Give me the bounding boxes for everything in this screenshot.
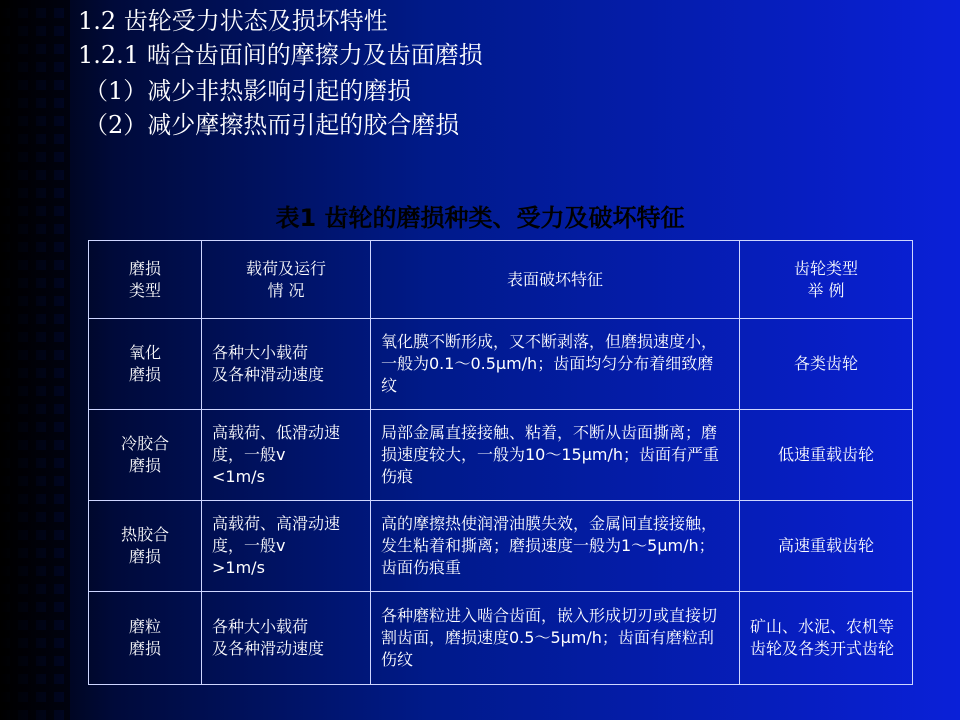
cell-load: 高载荷、高滑动速度，一般v >1m/s (202, 501, 371, 592)
point-1: （1）减少非热影响引起的磨损 (84, 77, 412, 105)
section-heading-1-2: 1.2 齿轮受力状态及损坏特性 (78, 7, 388, 35)
cell-examples: 矿山、水泥、农机等齿轮及各类开式齿轮 (740, 592, 913, 685)
cell-features: 局部金属直接接触、粘着，不断从齿面撕离；磨损速度较大，一般为10～15μm/h；齿面有严重伤痕 (371, 410, 740, 501)
header-cell-load: 载荷及运行 情 况 (202, 241, 371, 319)
table-row (89, 319, 913, 410)
cell-wear-type: 磨粒 磨损 (89, 592, 202, 685)
cell-wear-type: 冷胶合 磨损 (89, 410, 202, 501)
header-cell-features: 表面破坏特征 (371, 241, 740, 319)
table-row (89, 501, 913, 592)
cell-load: 各种大小载荷 及各种滑动速度 (202, 592, 371, 685)
header-cell-type: 磨损 类型 (89, 241, 202, 319)
table-row (89, 592, 913, 685)
cell-features: 氧化膜不断形成，又不断剥落，但磨损速度小，一般为0.1～0.5μm/h；齿面均匀分布着细致磨纹 (371, 319, 740, 410)
point-2: （2）减少摩擦热而引起的胶合磨损 (84, 111, 460, 139)
cell-examples: 高速重载齿轮 (740, 501, 913, 592)
cell-features: 各种磨粒进入啮合齿面，嵌入形成切刃或直接切割齿面，磨损速度0.5～5μm/h；齿面有磨粒刮伤纹 (371, 592, 740, 685)
cell-examples: 各类齿轮 (740, 319, 913, 410)
table-row (89, 410, 913, 501)
table-header-row (89, 241, 913, 319)
cell-load: 各种大小载荷 及各种滑动速度 (202, 319, 371, 410)
decorative-square-pattern (0, 0, 70, 720)
section-heading-1-2-1: 1.2.1 啮合齿面间的摩擦力及齿面磨损 (78, 41, 483, 69)
cell-wear-type: 氧化 磨损 (89, 319, 202, 410)
header-cell-examples: 齿轮类型 举 例 (740, 241, 913, 319)
wear-types-table (88, 240, 913, 685)
table-caption: 表1 齿轮的磨损种类、受力及破坏特征 (275, 204, 685, 232)
cell-examples: 低速重载齿轮 (740, 410, 913, 501)
cell-wear-type: 热胶合 磨损 (89, 501, 202, 592)
cell-load: 高载荷、低滑动速度，一般v <1m/s (202, 410, 371, 501)
cell-features: 高的摩擦热使润滑油膜失效，金属间直接接触，发生粘着和撕离；磨损速度一般为1～5μm/h；齿面伤痕重 (371, 501, 740, 592)
